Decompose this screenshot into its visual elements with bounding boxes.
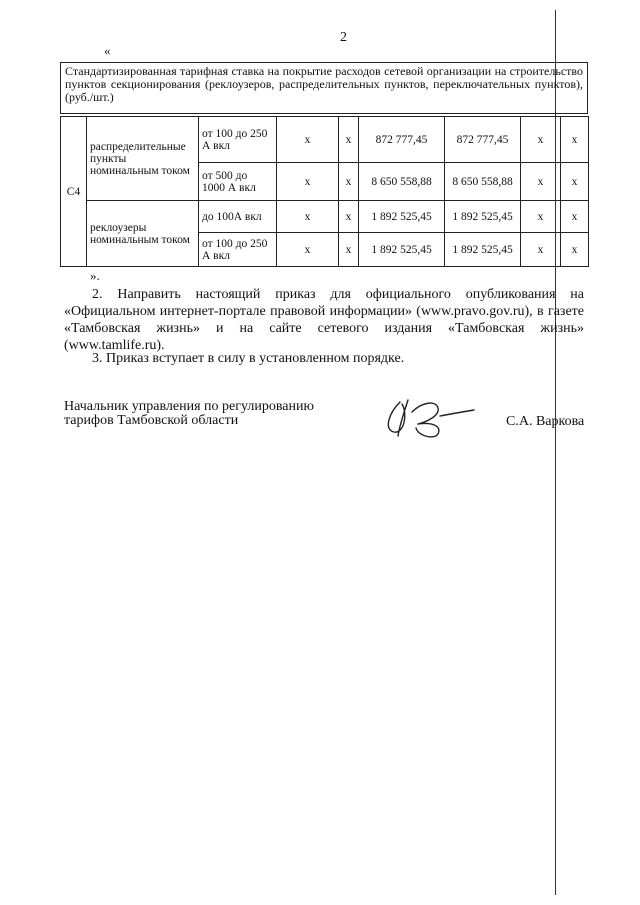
- value-cell: х: [339, 117, 359, 163]
- table-row: [61, 201, 589, 233]
- value-cell: 1 892 525,45: [359, 201, 445, 233]
- signer-title: [64, 400, 314, 428]
- range-cell: от 100 до 250 А вкл: [199, 233, 277, 267]
- tariff-table: [60, 116, 589, 267]
- value-cell: 8 650 558,88: [445, 163, 521, 201]
- value-cell: 1 892 525,45: [445, 233, 521, 267]
- value-cell: 1 892 525,45: [359, 233, 445, 267]
- value-cell: х: [561, 117, 589, 163]
- value-cell: х: [277, 201, 339, 233]
- value-cell: х: [561, 163, 589, 201]
- signature-image: [378, 392, 478, 440]
- page-number: 2: [340, 30, 347, 45]
- signer-title-line: тарифов Тамбовской области: [64, 413, 239, 428]
- row-code: С4: [61, 117, 87, 267]
- range-cell: от 100 до 250 А вкл: [199, 117, 277, 163]
- value-cell: х: [521, 117, 561, 163]
- value-cell: х: [521, 233, 561, 267]
- value-cell: 1 892 525,45: [445, 201, 521, 233]
- value-cell: х: [521, 201, 561, 233]
- table-row: [61, 117, 589, 163]
- signer-name: С.А. Варкова: [506, 414, 585, 429]
- range-cell: от 500 до 1000 А вкл: [199, 163, 277, 201]
- value-cell: 8 650 558,88: [359, 163, 445, 201]
- table-header: Стандартизированная тарифная ставка на покрытие расходов сетевой организации на строительство пунктов секционирования (реклоузеров, распределительных пунктов, переключательных пунктов), (руб./шт.): [60, 62, 588, 114]
- paragraph-effective: 3. Приказ вступает в силу в установленном порядке.: [92, 351, 405, 366]
- value-cell: х: [277, 163, 339, 201]
- group-name: реклоузеры номинальным током: [87, 201, 199, 267]
- value-cell: 872 777,45: [359, 117, 445, 163]
- value-cell: х: [339, 201, 359, 233]
- opening-quote: «: [104, 43, 111, 58]
- paragraph-publication: 2. Направить настоящий приказ для официального опубликования на «Официальном интернет-портале правовой информации» (www.pravo.gov.ru), в газете «Тамбовская жизнь» и на сайте сетевого издания «Тамбовская жизнь» (www.tamlife.ru).: [64, 287, 584, 353]
- signer-title-line: Начальник управления по регулированию: [64, 399, 314, 414]
- value-cell: х: [277, 233, 339, 267]
- range-cell: до 100А вкл: [199, 201, 277, 233]
- value-cell: х: [339, 233, 359, 267]
- value-cell: х: [339, 163, 359, 201]
- value-cell: 872 777,45: [445, 117, 521, 163]
- value-cell: х: [561, 201, 589, 233]
- value-cell: х: [521, 163, 561, 201]
- value-cell: х: [561, 233, 589, 267]
- closing-quote: ».: [90, 268, 100, 283]
- value-cell: х: [277, 117, 339, 163]
- group-name: распределительные пункты номинальным током: [87, 117, 199, 201]
